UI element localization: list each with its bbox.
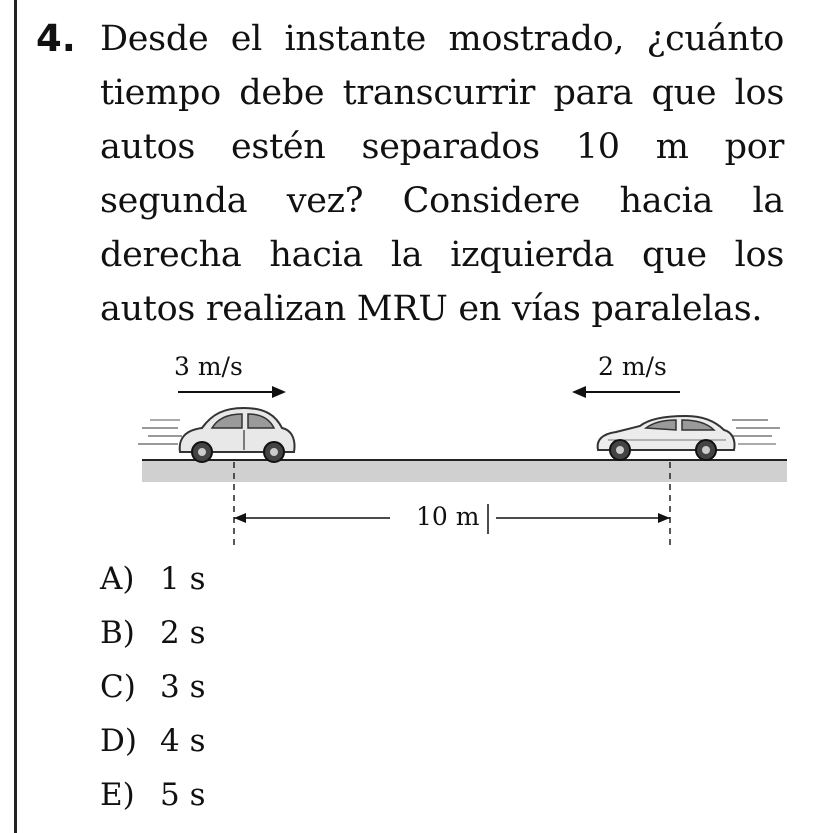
left-car-speed-label: 3 m/s bbox=[174, 352, 243, 381]
option-e: E) 5 s bbox=[100, 777, 206, 813]
option-a: A) 1 s bbox=[100, 561, 206, 597]
distance-label: 10 m bbox=[416, 502, 480, 531]
left-car-icon bbox=[138, 408, 295, 462]
left-velocity-arrow bbox=[178, 386, 286, 398]
option-d: D) 4 s bbox=[100, 723, 206, 759]
page-left-rule bbox=[14, 0, 17, 833]
right-car-speed-label: 2 m/s bbox=[598, 352, 667, 381]
right-velocity-arrow bbox=[572, 386, 680, 398]
motion-diagram bbox=[120, 350, 800, 550]
question-number: 4. bbox=[36, 17, 76, 60]
answer-options bbox=[100, 552, 206, 822]
right-car-icon bbox=[598, 416, 780, 460]
option-c: C) 3 s bbox=[100, 669, 206, 705]
question-text: Desde el instante mostrado, ¿cuánto tiempo debe transcurrir para que los autos estén separados 10 m por segunda vez? Considere hacia la derecha hacia la izquierda que los autos realizan MRU en vías paralelas. bbox=[100, 19, 784, 329]
road bbox=[142, 460, 787, 482]
option-b: B) 2 s bbox=[100, 615, 206, 651]
